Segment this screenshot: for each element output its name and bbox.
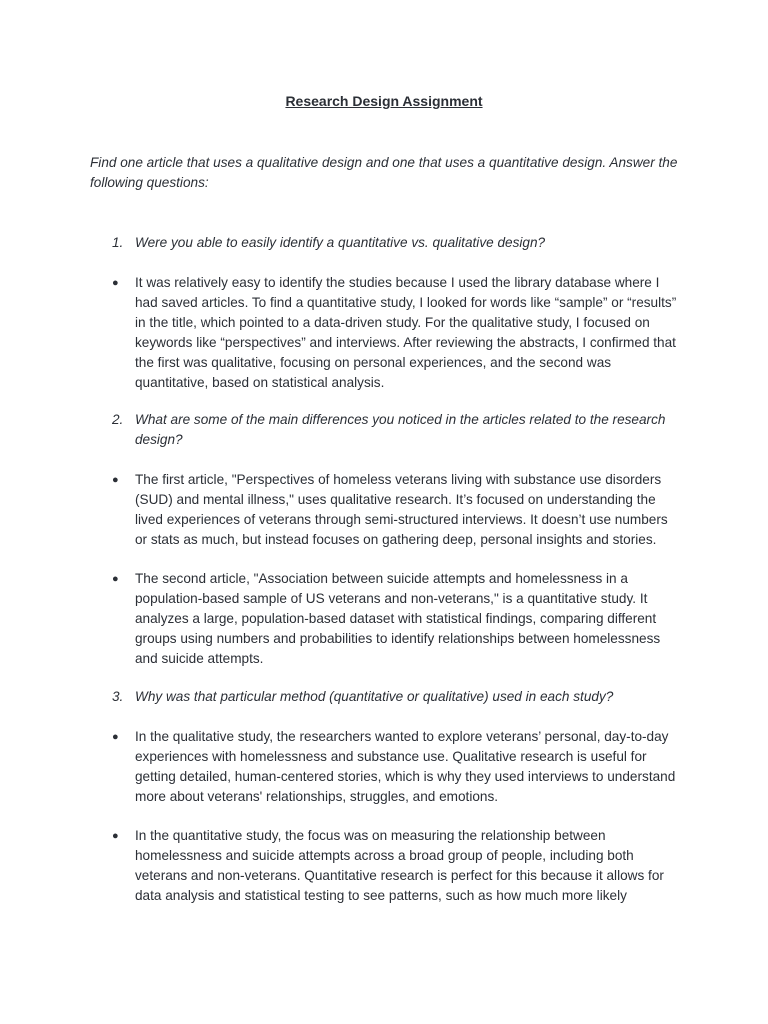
question-text: Why was that particular method (quantitative or qualitative) used in each study? bbox=[135, 689, 614, 704]
question-number: 3. bbox=[112, 689, 124, 704]
answer-bullet bbox=[112, 470, 682, 550]
question-text: What are some of the main differences you noticed in the articles related to the research design? bbox=[135, 412, 666, 447]
bullet-icon: ● bbox=[112, 573, 119, 585]
question-number: 2. bbox=[112, 412, 124, 427]
answer-text: The second article, "Association between suicide attempts and homelessness in a population-based sample of US veterans and non-veterans," is a quantitative study. It analyzes a large, population-based dataset with statistical findings, comparing different groups using numbers and probabilities to identify relationships between homelessness and suicide attempts. bbox=[135, 571, 661, 666]
answer-bullet bbox=[112, 569, 682, 669]
answer-bullet bbox=[112, 727, 682, 807]
bullet-icon: ● bbox=[112, 731, 119, 743]
assignment-instructions: Find one article that uses a qualitative design and one that uses a quantitative design. Answer the following questions: bbox=[90, 155, 678, 190]
bullet-icon: ● bbox=[112, 277, 119, 289]
question-1 bbox=[112, 233, 682, 253]
answer-bullet bbox=[112, 826, 682, 906]
question-3 bbox=[112, 687, 682, 707]
answer-text: It was relatively easy to identify the studies because I used the library database where I had saved articles. To find a quantitative study, I looked for words like “sample” or “results” in the title, which pointed to a data-driven study. For the qualitative study, I focused on keywords like “perspectives” and interviews. After reviewing the abstracts, I confirmed that the first was qualitative, focusing on personal experiences, and the second was quantitative, based on statistical analysis. bbox=[135, 275, 677, 390]
question-number: 1. bbox=[112, 235, 124, 250]
bullet-icon: ● bbox=[112, 830, 119, 842]
bullet-icon: ● bbox=[112, 474, 119, 486]
document-title: Research Design Assignment bbox=[285, 93, 483, 109]
answer-text: In the qualitative study, the researchers wanted to explore veterans’ personal, day-to-day experiences with homelessness and substance use. Qualitative research is useful for getting detailed, human-centered stories, which is why they used interviews to understand more about veterans' relationships, struggles, and emotions. bbox=[135, 729, 676, 804]
answer-text: The first article, "Perspectives of homeless veterans living with substance use disorders (SUD) and mental illness," uses qualitative research. It’s focused on understanding the lived experiences of veterans through semi-structured interviews. It doesn’t use numbers or stats as much, but instead focuses on gathering deep, personal insights and stories. bbox=[135, 472, 668, 547]
answer-bullet bbox=[112, 273, 682, 393]
answer-text: In the quantitative study, the focus was on measuring the relationship between homelessness and suicide attempts across a broad group of people, including both veterans and non-veterans. Quantitative research is perfect for this because it allows for data analysis and statistical testing to see patterns, such as how much more likely bbox=[135, 828, 664, 903]
question-text: Were you able to easily identify a quantitative vs. qualitative design? bbox=[135, 235, 546, 250]
question-2 bbox=[112, 410, 682, 450]
